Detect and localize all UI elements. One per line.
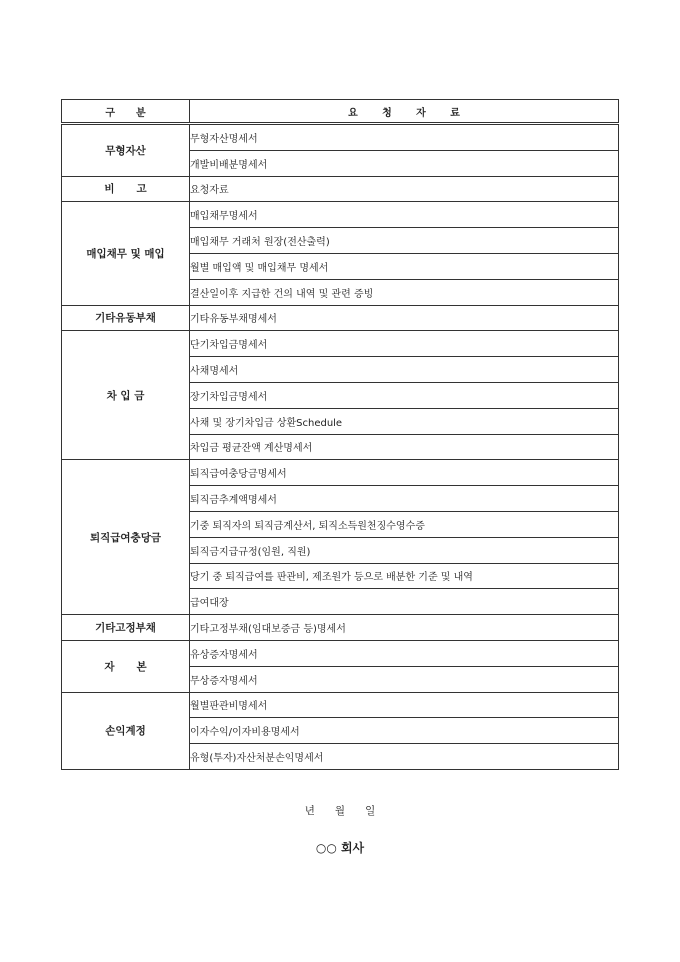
date-line: 년 월 일 [304,805,376,817]
table-row [62,615,619,641]
category-cell: 자 본 [62,640,190,692]
request-table [61,99,619,770]
request-item-cell: 무상증자명세서 [190,666,619,692]
table-row [62,331,619,357]
request-item-cell: 결산일이후 지급한 건의 내역 및 관련 증빙 [190,279,619,305]
request-item-cell: 퇴직금추계액명세서 [190,486,619,512]
category-cell: 비 고 [62,176,190,202]
table-row [62,176,619,202]
header-category: 구 분 [62,100,190,124]
table-header-row [62,100,619,124]
request-item-cell: 장기차입금명세서 [190,382,619,408]
category-cell: 무형자산 [62,124,190,177]
request-item-cell: 무형자산명세서 [190,124,619,151]
table-row [62,692,619,718]
request-item-cell: 월별판관비명세서 [190,692,619,718]
category-cell: 차 입 금 [62,331,190,460]
table-row [62,460,619,486]
request-item-cell: 당기 중 퇴직급여를 판관비, 제조원가 등으로 배분한 기준 및 내역 [190,563,619,589]
table-row [62,124,619,151]
table-body [62,124,619,770]
table-row [62,305,619,331]
request-item-cell: 퇴직급여충당금명세서 [190,460,619,486]
category-cell: 손익계정 [62,692,190,769]
request-item-cell: 기타유동부채명세서 [190,305,619,331]
request-item-cell: 급여대장 [190,589,619,615]
category-cell: 기타고정부채 [62,615,190,641]
request-item-cell: 유상증자명세서 [190,640,619,666]
table-row [62,202,619,228]
table-row [62,640,619,666]
request-item-cell: 개발비배분명세서 [190,150,619,176]
request-item-cell: 사채명세서 [190,357,619,383]
request-item-cell: 매입채무 거래처 원장(전산출력) [190,228,619,254]
category-cell: 퇴직급여충당금 [62,460,190,615]
request-item-cell: 사채 및 장기차입금 상환Schedule [190,408,619,434]
request-item-cell: 기중 퇴직자의 퇴직금계산서, 퇴직소득원천징수영수증 [190,511,619,537]
request-item-cell: 이자수익/이자비용명세서 [190,718,619,744]
request-item-cell: 차입금 평균잔액 계산명세서 [190,434,619,460]
request-item-cell: 유형(투자)자산처분손익명세서 [190,744,619,770]
header-request: 요 청 자 료 [190,100,619,124]
request-item-cell: 요청자료 [190,176,619,202]
company-name: ○○ 회사 [315,841,365,855]
category-cell: 기타유동부채 [62,305,190,331]
request-item-cell: 매입채무명세서 [190,202,619,228]
request-item-cell: 단기차입금명세서 [190,331,619,357]
request-item-cell: 기타고정부채(임대보증금 등)명세서 [190,615,619,641]
request-item-cell: 월별 매입액 및 매입채무 명세서 [190,253,619,279]
request-item-cell: 퇴직금지급규정(임원, 직원) [190,537,619,563]
category-cell: 매입채무 및 매입 [62,202,190,305]
